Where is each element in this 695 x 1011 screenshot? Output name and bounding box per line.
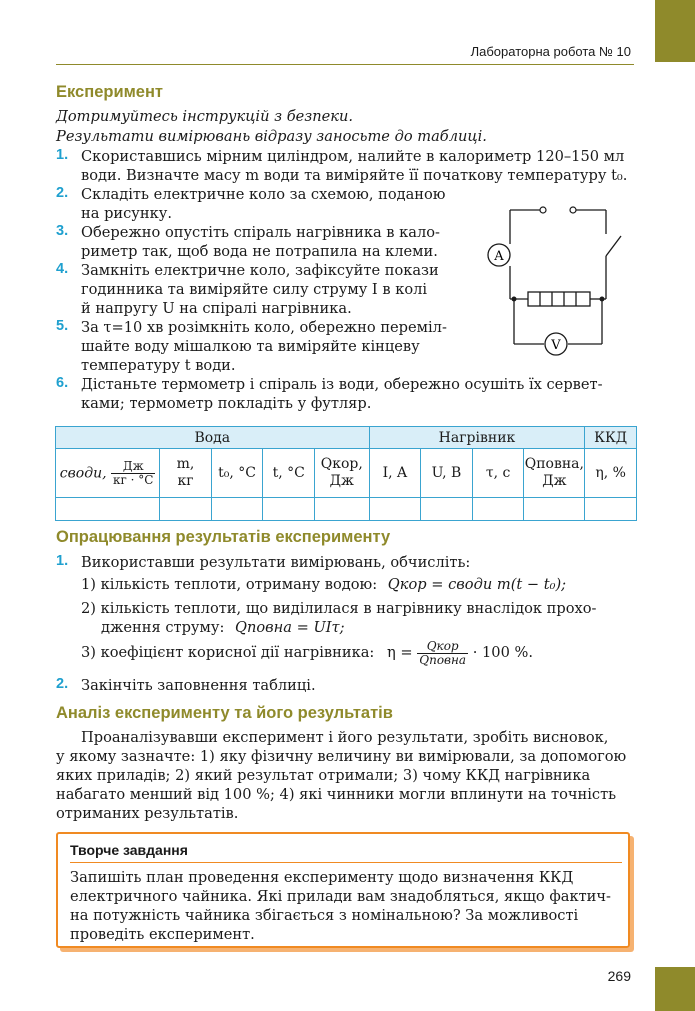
step-line: Складіть електричне коло за схемою, поданою	[81, 186, 446, 203]
analysis-line: Проаналізувавши експеримент і його результати, зробіть висновок,	[81, 729, 609, 746]
results-table	[55, 426, 637, 521]
step-number: 3.	[56, 223, 69, 239]
table-cell	[314, 498, 369, 521]
step-line: Дістаньте термометр і спіраль із води, обережно осушіть їх сервет-	[81, 376, 603, 393]
creative-line: електричного чайника. Які прилади вам знадобляться, якщо фактич-	[70, 888, 611, 905]
table-cell	[421, 498, 473, 521]
section-title-experiment: Експеримент	[56, 83, 164, 101]
formula-qkor: Qкор = cводи m(t − t₀);	[387, 576, 567, 593]
step-line: риметр так, щоб вода не потрапила на клеми.	[81, 243, 438, 260]
table-cell	[211, 498, 263, 521]
ammeter-label: A	[494, 249, 504, 264]
table-cell	[56, 498, 160, 521]
col-eta: η, %	[585, 449, 637, 498]
processing-sub-2a: 2) кількість теплоти, що виділилася в нагрівнику внаслідок прохо-	[81, 600, 597, 617]
col-specific-heat: cводи, $\frac{Дж}{кг \cdot ^\circ C}$	[56, 449, 160, 498]
creative-task-text	[70, 868, 625, 944]
table-cell	[472, 498, 524, 521]
step-number: 2.	[56, 676, 69, 692]
step-line: шайте воду мішалкою та виміряйте кінцеву	[81, 338, 420, 355]
step-line: Обережно опустіть спіраль нагрівника в кало-	[81, 224, 440, 241]
step-number: 1.	[56, 147, 69, 163]
col-current: I, A	[369, 449, 421, 498]
step-number: 6.	[56, 375, 69, 391]
table-cell	[369, 498, 421, 521]
group-water: Вода	[56, 427, 370, 449]
step-line: води. Визначте масу m води та виміряйте її початкову температуру t₀.	[81, 167, 628, 184]
step-line: ками; термометр покладіть у футляр.	[81, 395, 372, 412]
step-number: 2.	[56, 185, 69, 201]
intro-record: Результати вимірювань відразу заносьте до таблиці.	[56, 128, 487, 145]
step-line: За τ=10 хв розімкніть коло, обережно переміл-	[81, 319, 447, 336]
table-cell	[585, 498, 637, 521]
table-cell	[160, 498, 212, 521]
step-line: температуру t води.	[81, 357, 236, 374]
step-line: на рисунку.	[81, 205, 172, 222]
creative-line: проведіть експеримент.	[70, 926, 255, 943]
col-t: t, °C	[263, 449, 315, 498]
analysis-line: у якому зазначте: 1) яку фізичну величину ви вимірювали, за допомогою	[56, 748, 627, 765]
corner-tab-top	[655, 0, 695, 62]
step-line: Замкніть електричне коло, зафіксуйте покази	[81, 262, 439, 279]
creative-task-rule	[70, 862, 622, 863]
col-t0: t₀, °C	[211, 449, 263, 498]
col-qkor: Qкор, Дж	[314, 449, 369, 498]
creative-line: на потужність чайника збігається з номінальною? За можливості	[70, 907, 579, 924]
step-number: 1.	[56, 553, 69, 569]
step-line: годинника та виміряйте силу струму I в колі	[81, 281, 428, 298]
circuit-diagram	[480, 196, 640, 362]
creative-line: Запишіть план проведення експерименту щодо визначення ККД	[70, 869, 574, 886]
section-title-processing: Опрацювання результатів експерименту	[56, 528, 391, 546]
group-heater: Нагрівник	[369, 427, 585, 449]
running-header: Лабораторна робота № 10	[470, 44, 631, 59]
header-rule	[56, 64, 634, 65]
processing-sub-1: 1) кількість теплоти, отриману водою: Qкор = cводи m(t − t₀);	[81, 576, 567, 593]
group-efficiency: ККД	[585, 427, 637, 449]
step-number: 4.	[56, 261, 69, 277]
formula-efficiency-fraction: $\frac{\text{Qкор}}{\text{Qповна}}$	[419, 638, 467, 667]
corner-tab-bottom	[655, 967, 695, 1011]
table-cell	[263, 498, 315, 521]
table-cell	[524, 498, 585, 521]
col-time: τ, c	[472, 449, 524, 498]
voltmeter-label: V	[551, 338, 561, 353]
processing-sub-3: 3) коефіцієнт корисної дії нагрівника: η = $\frac{\text{Qкор}}{\text{Qповна}}$ · 100 %.	[81, 638, 534, 667]
section-title-analysis: Аналіз експерименту та його результатів	[56, 704, 393, 722]
processing-sub-2b: дження струму: Qповна = UIτ;	[101, 619, 345, 636]
intro-safety: Дотримуйтесь інструкцій з безпеки.	[56, 108, 354, 125]
analysis-line: набагато менший від 100 %; 4) які чинники могли вплинути на точність	[56, 786, 617, 803]
processing-step-2: Закінчіть заповнення таблиці.	[81, 677, 316, 694]
analysis-line: отриманих результатів.	[56, 805, 239, 822]
formula-qpovna: Qповна = UIτ;	[235, 619, 345, 636]
analysis-line: яких приладів; 2) який результат отримали; 3) чому ККД нагрівника	[56, 767, 591, 784]
page-number: 269	[607, 968, 631, 984]
step-number: 5.	[56, 318, 69, 334]
col-voltage: U, B	[421, 449, 473, 498]
creative-task-title: Творче завдання	[70, 842, 188, 858]
col-mass: m, кг	[160, 449, 212, 498]
step-line: Скориставшись мірним циліндром, налийте в калориметр 120–150 мл	[81, 148, 625, 165]
processing-step-1: Використавши результати вимірювань, обчисліть:	[81, 554, 471, 571]
col-qpovna: Qповна, Дж	[524, 449, 585, 498]
step-line: й напругу U на спіралі нагрівника.	[81, 300, 352, 317]
